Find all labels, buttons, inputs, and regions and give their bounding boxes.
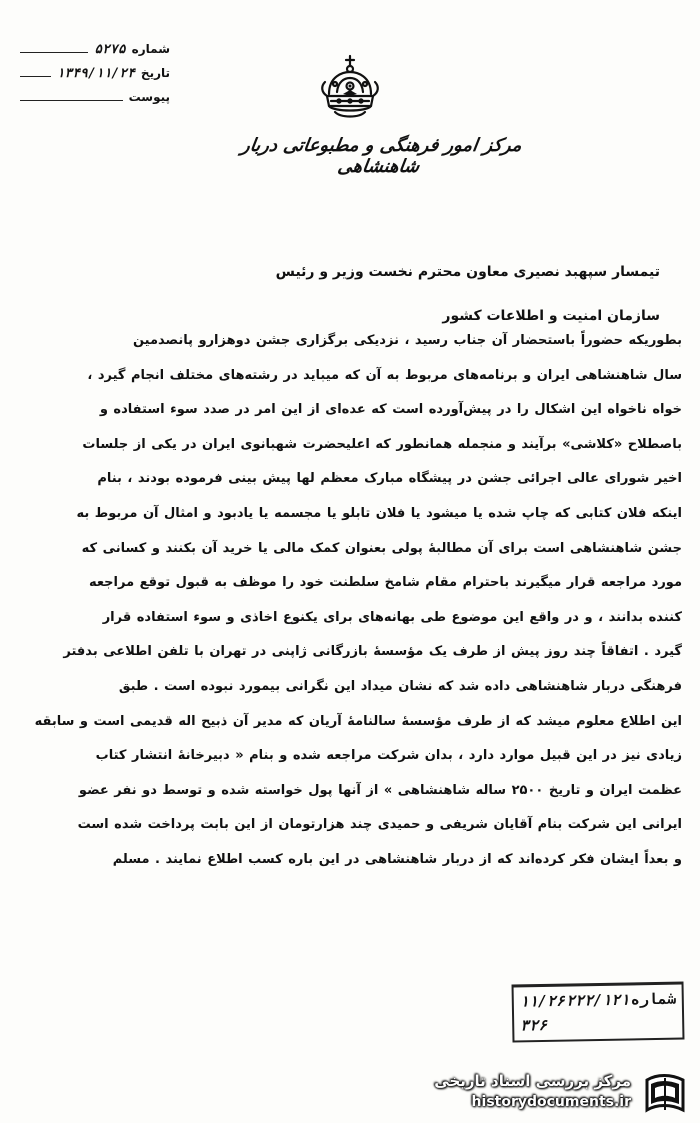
date-underline — [20, 64, 51, 77]
attachment-label: پیوست — [128, 90, 170, 104]
body-line: زیادی نیز در این قبیل موارد دارد ، بدان شرکت مراجعه شده و بنام « دبیرخانهٔ انتشار کتاب — [95, 748, 682, 764]
addressee-line-2: سازمان امنیت و اطلاعات کشور — [442, 308, 660, 324]
watermark-text — [434, 1070, 631, 1112]
date-field — [20, 64, 170, 88]
body-line: مورد مراجعه قرار میگیرند باحترام مقام شامخ سلطنت خود را موظف به قبول توقع مراجعه — [88, 575, 682, 591]
attachment-field — [20, 88, 170, 112]
number-underline — [20, 40, 88, 53]
body-line: خواه ناخواه این اشکال را در پیش‌آورده است که عده‌ای از این امر در صدد سوء استفاده و — [99, 402, 682, 418]
body-line: این اطلاع معلوم میشد که از طرف مؤسسهٔ سالنامهٔ آریان که مدیر آن ذبیح اله قدیمی است و سابقه — [34, 713, 682, 729]
body-line: ایرانی این شرکت بنام آقایان شریفی و حمیدی چند هزارتومان از این بابت پرداخت شده است — [77, 817, 682, 833]
letter-body — [18, 324, 682, 878]
attachment-underline — [20, 88, 123, 101]
number-field — [20, 40, 170, 64]
body-line: فرهنگی دربار شاهنشاهی داده شد که نشان میداد این نگرانی بیمورد نبوده است . طبق — [118, 678, 682, 694]
date-value: ۱۳۴۹/۱۱/۲۴ — [56, 66, 135, 81]
date-label: تاریخ — [140, 66, 170, 80]
watermark-url: historydocuments.ir — [471, 1094, 631, 1110]
stamp-code-value: ۳۲۶ — [520, 1015, 548, 1035]
body-line: کننده بدانند ، و در واقع این موضوع طی بهانه‌های برای یکنوع اخاذی و سوء استفاده قرار — [102, 609, 682, 625]
number-label: شماره — [131, 42, 170, 56]
stamp-row-top — [520, 987, 676, 1014]
organization-name: مرکز امور فرهنگی و مطبوعاتی دربار شاهنشاهی — [239, 135, 524, 177]
body-line: اخیر شورای عالی اجرائی جشن در پیشگاه مبارک معظم لها پیش بینی فرموده بودند ، بنام — [97, 471, 682, 487]
document-header-fields — [20, 40, 170, 112]
body-line: باصطلاح «کلاشی» برآیند و منجمله همانطور که اعلیحضرت شهبانوی ایران در یکی از جلسات — [82, 436, 682, 452]
site-watermark — [418, 1068, 693, 1118]
body-line: و بعداً ایشان فکر کرده‌اند که از دربار شاهنشاهی در این باره کسب اطلاع نمایند . مسلم — [112, 851, 682, 867]
body-line: عظمت ایران و تاریخ ۲۵۰۰ ساله شاهنشاهی » از آنها پول خواسته شده و توسط دو نفر عضو — [78, 782, 682, 798]
addressee-line-1: تیمسار سپهبد نصیری معاون محترم نخست وزیر و رئیس — [275, 264, 660, 280]
body-line: بطوریکه حضوراً باستحضار آن جناب رسید ، نزدیکی برگزاری جشن دوهزارو پانصدمین — [132, 333, 682, 348]
crown-emblem-icon — [315, 52, 385, 124]
body-line: جشن شاهنشاهی است برای آن مطالبهٔ پولی بعنوان کمک مالی یا خرید آن بکنند و کسانی که — [81, 540, 682, 556]
stamp-number-value: ۲۲۲/۱۲۱ — [566, 990, 630, 1010]
stamp-row-bottom — [520, 1011, 676, 1038]
watermark-title: مرکز بررسی اسناد تاریخی — [434, 1072, 631, 1090]
stamp-number-label: شماره — [630, 989, 676, 1009]
body-line: سال شاهنشاهی ایران و برنامه‌های مربوط به آن که میباید در رشته‌های مختلف انجام گیرد ، — [87, 367, 682, 383]
body-line: گیرد . اتفاقاً چند روز پیش از طرف یک مؤسسهٔ بازرگانی ژاپنی در تهران با تلفن اطلاعی بدفتر — [63, 644, 682, 660]
number-value: ۵۲۷۵ — [94, 42, 126, 57]
body-line: اینکه فلان کتابی که چاپ شده یا میشود یا فلان تابلو یا مجسمه یا یادبود و امثال آن مربوط به — [76, 505, 682, 521]
stamp-date-value: ۱۱/۲۶ — [519, 991, 566, 1011]
book-logo-icon — [641, 1070, 689, 1116]
registration-stamp — [512, 982, 685, 1043]
